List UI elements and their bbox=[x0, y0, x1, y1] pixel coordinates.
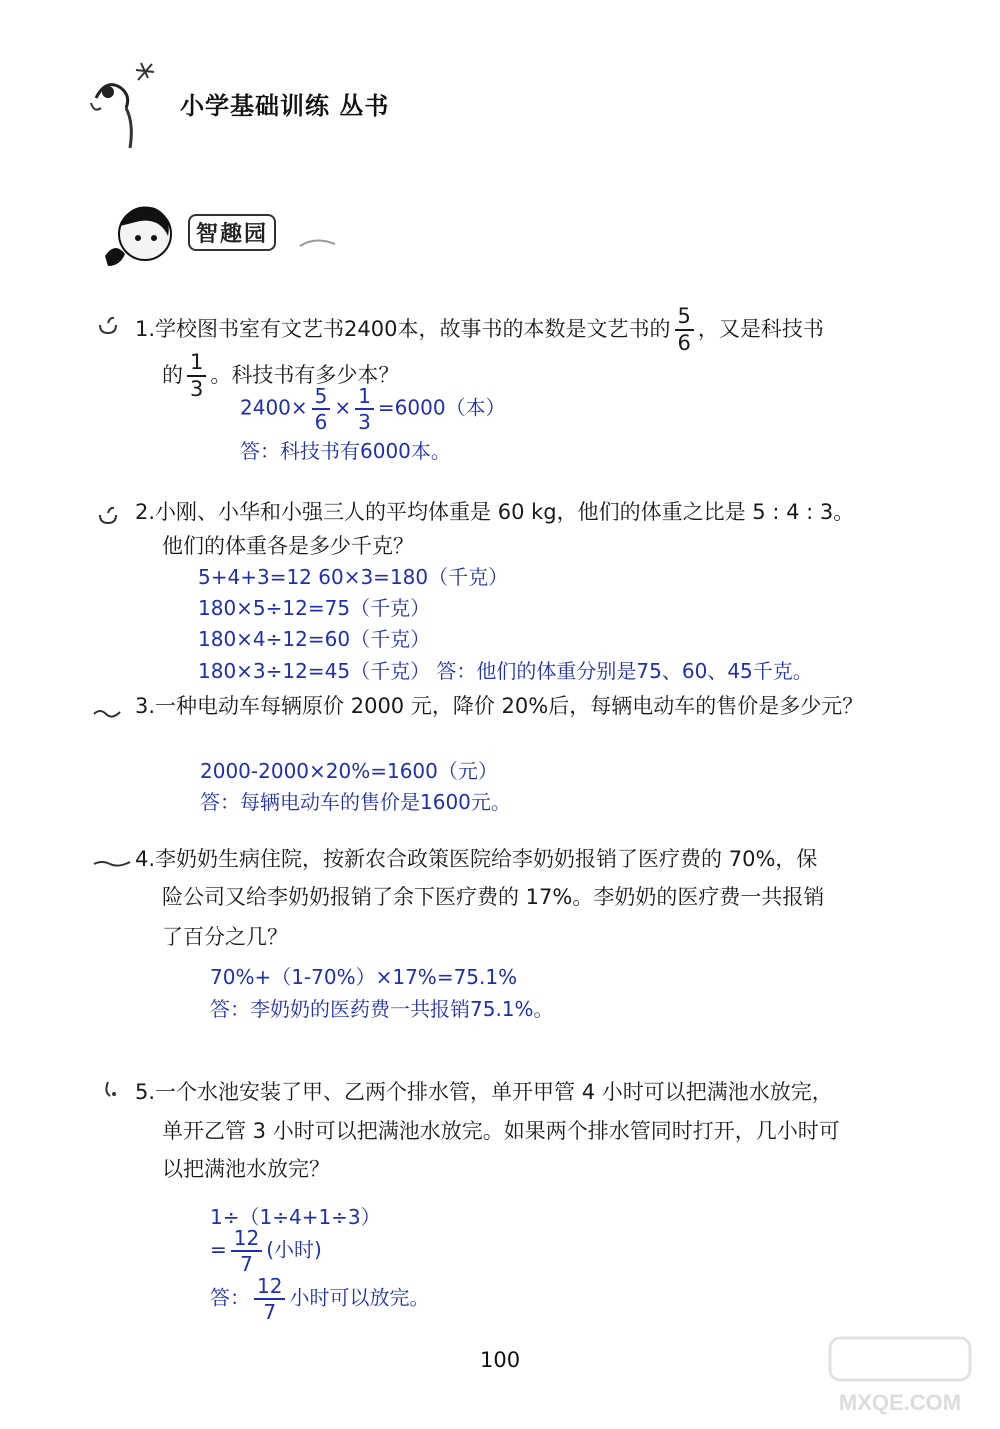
dancer-logo-icon bbox=[86, 58, 166, 153]
question-5-line-3: 以把满池水放完？ bbox=[162, 1157, 330, 1181]
question-5-line-2: 单开乙管 3 小时可以把满池水放完。如果两个排水管同时打开，几小时可 bbox=[162, 1119, 840, 1143]
watermark-text: MXQE.COM bbox=[838, 1390, 962, 1415]
question-text: ，又是科技书 bbox=[697, 317, 824, 341]
apple-bullet-icon bbox=[96, 505, 120, 525]
question-5-answer-line-2: = $\frac{12}{7}$ (小时) bbox=[210, 1226, 322, 1276]
question-text: 的 bbox=[162, 363, 183, 387]
question-4-line-1 bbox=[135, 843, 817, 875]
question-text: 一个水池安装了甲、乙两个排水管，单开甲管 4 小时可以把满池水放完， bbox=[155, 1080, 833, 1104]
question-2-line-2: 他们的体重各是多少千克？ bbox=[162, 534, 414, 558]
question-1-line-1 bbox=[135, 306, 824, 354]
fraction: $\frac{1}{3}$ bbox=[187, 352, 206, 400]
page-number: 100 bbox=[480, 1348, 521, 1372]
question-4-line-2: 险公司又给李奶奶报销了余下医疗费的 17%。李奶奶的医疗费一共报销 bbox=[162, 885, 825, 909]
question-1-answer: 答：科技书有6000本。 bbox=[240, 439, 451, 463]
apple-bullet-icon bbox=[100, 1078, 124, 1098]
question-2-line-1 bbox=[135, 496, 854, 528]
question-text: 一种电动车每辆原价 2000 元，降价 20%后，每辆电动车的售价是多少元？ bbox=[155, 694, 864, 718]
question-text: 李奶奶生病住院，按新农合政策医院给李奶奶报销了医疗费的 70%，保 bbox=[155, 847, 818, 871]
question-number: 2. bbox=[135, 500, 156, 524]
question-4-line-3: 了百分之几？ bbox=[162, 925, 288, 949]
question-number: 4. bbox=[135, 847, 156, 871]
apple-bullet-icon bbox=[96, 315, 120, 335]
question-5-answer-line-3: 答： $\frac{12}{7}$ 小时可以放完。 bbox=[210, 1274, 430, 1324]
question-2-answer-line: 180×4÷12=60（千克） bbox=[198, 627, 431, 651]
wave-bullet-icon bbox=[92, 852, 132, 872]
section-title: 智趣园 bbox=[188, 214, 276, 251]
question-text: 学校图书室有文艺书2400本，故事书的本数是文艺书的 bbox=[155, 317, 671, 341]
question-1-calc: 2400× $\frac{5}{6}$ × $\frac{1}{3}$ =6000（本） bbox=[240, 384, 506, 434]
question-2-answer-line: 180×3÷12=45（千克） 答：他们的体重分别是75、60、45千克。 bbox=[198, 659, 813, 683]
question-text: 。科技书有多少本？ bbox=[210, 363, 400, 387]
question-4-answer-line: 70%+（1-70%）×17%=75.1% bbox=[210, 965, 518, 989]
question-text: 小刚、小华和小强三人的平均体重是 60 kg，他们的体重之比是 5 : 4 : 3。 bbox=[155, 500, 855, 524]
question-number: 3. bbox=[135, 694, 156, 718]
question-2-answer-line: 5+4+3=12 60×3=180（千克） bbox=[198, 565, 509, 589]
fraction: $\frac{5}{6}$ bbox=[675, 306, 694, 354]
question-number: 1. bbox=[135, 317, 156, 341]
question-2-answer-line: 180×5÷12=75（千克） bbox=[198, 596, 431, 620]
question-3-answer-line: 答：每辆电动车的售价是1600元。 bbox=[200, 790, 511, 814]
question-3-line-1 bbox=[135, 690, 863, 722]
question-5-answer-line-1: 1÷（1÷4+1÷3） bbox=[210, 1205, 381, 1229]
question-5-line-1 bbox=[135, 1076, 833, 1108]
wave-bullet-icon bbox=[92, 702, 122, 722]
watermark-logo bbox=[820, 1330, 980, 1420]
question-number: 5. bbox=[135, 1080, 156, 1104]
question-3-answer-line: 2000-2000×20%=1600（元） bbox=[200, 759, 498, 783]
series-title: 小学基础训练 丛书 bbox=[180, 92, 390, 120]
question-4-answer-line: 答：李奶奶的医药费一共报销75.1%。 bbox=[210, 997, 554, 1021]
